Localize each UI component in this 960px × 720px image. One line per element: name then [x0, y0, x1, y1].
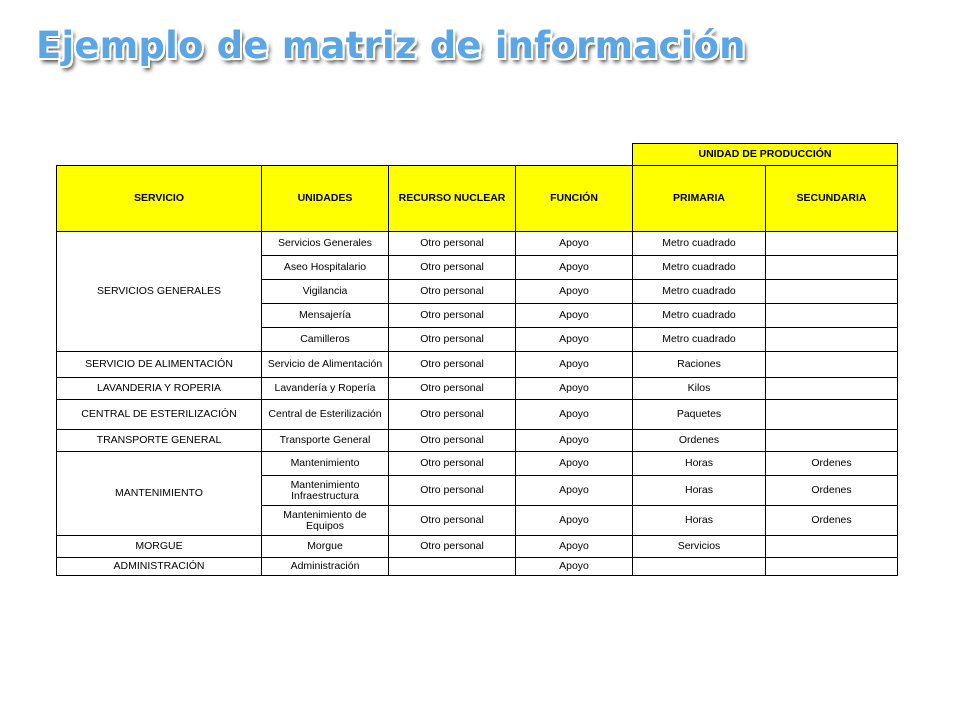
unidad-cell: Mantenimiento de Equipos — [262, 506, 389, 536]
header-primaria: PRIMARIA — [633, 166, 766, 232]
primaria-cell: Metro cuadrado — [633, 280, 766, 304]
header-funcion: FUNCIÓN — [516, 166, 633, 232]
unidad-cell: Vigilancia — [262, 280, 389, 304]
recurso-cell: Otro personal — [389, 506, 516, 536]
secundaria-cell — [766, 232, 898, 256]
unidad-cell: Mensajería — [262, 304, 389, 328]
primaria-cell: Raciones — [633, 352, 766, 378]
funcion-cell: Apoyo — [516, 328, 633, 352]
unidad-cell: Servicio de Alimentación — [262, 352, 389, 378]
unidad-cell: Morgue — [262, 536, 389, 558]
secundaria-cell — [766, 280, 898, 304]
recurso-cell: Otro personal — [389, 304, 516, 328]
servicio-cell: TRANSPORTE GENERAL — [57, 430, 262, 452]
primaria-cell: Ordenes — [633, 430, 766, 452]
servicio-cell: MANTENIMIENTO — [57, 452, 262, 536]
funcion-cell: Apoyo — [516, 304, 633, 328]
header-secundaria: SECUNDARIA — [766, 166, 898, 232]
table-row — [57, 352, 898, 378]
matrix-body — [57, 144, 898, 576]
secundaria-cell — [766, 328, 898, 352]
primaria-cell: Servicios — [633, 536, 766, 558]
recurso-cell: Otro personal — [389, 232, 516, 256]
servicio-cell: MORGUE — [57, 536, 262, 558]
servicio-cell: SERVICIO DE ALIMENTACIÓN — [57, 352, 262, 378]
unidad-cell: Transporte General — [262, 430, 389, 452]
primaria-cell: Kilos — [633, 378, 766, 400]
secundaria-cell — [766, 430, 898, 452]
recurso-cell — [389, 558, 516, 576]
primaria-cell: Metro cuadrado — [633, 256, 766, 280]
recurso-cell: Otro personal — [389, 280, 516, 304]
funcion-cell: Apoyo — [516, 476, 633, 506]
secundaria-cell — [766, 304, 898, 328]
table-row — [57, 400, 898, 430]
primaria-cell: Paquetes — [633, 400, 766, 430]
secundaria-cell: Ordenes — [766, 452, 898, 476]
funcion-cell: Apoyo — [516, 352, 633, 378]
funcion-cell: Apoyo — [516, 452, 633, 476]
unidad-cell: Servicios Generales — [262, 232, 389, 256]
recurso-cell: Otro personal — [389, 476, 516, 506]
unidad-cell: Central de Esterilización — [262, 400, 389, 430]
primaria-cell: Metro cuadrado — [633, 232, 766, 256]
recurso-cell: Otro personal — [389, 328, 516, 352]
header-row-group — [57, 144, 898, 166]
table-row — [57, 536, 898, 558]
header-recurso-nuclear: RECURSO NUCLEAR — [389, 166, 516, 232]
header-servicio: SERVICIO — [57, 166, 262, 232]
information-matrix-table — [56, 143, 898, 576]
recurso-cell: Otro personal — [389, 378, 516, 400]
funcion-cell: Apoyo — [516, 280, 633, 304]
funcion-cell: Apoyo — [516, 430, 633, 452]
header-row — [57, 166, 898, 232]
funcion-cell: Apoyo — [516, 558, 633, 576]
header-spacer — [57, 144, 633, 166]
primaria-cell: Horas — [633, 506, 766, 536]
slide-title: Ejemplo de matriz de información — [36, 24, 746, 67]
table-row — [57, 558, 898, 576]
funcion-cell: Apoyo — [516, 536, 633, 558]
recurso-cell: Otro personal — [389, 352, 516, 378]
recurso-cell: Otro personal — [389, 430, 516, 452]
table-row — [57, 378, 898, 400]
recurso-cell: Otro personal — [389, 536, 516, 558]
unidad-cell: Camilleros — [262, 328, 389, 352]
table-row — [57, 452, 898, 476]
secundaria-cell — [766, 256, 898, 280]
recurso-cell: Otro personal — [389, 452, 516, 476]
header-unidad-produccion: UNIDAD DE PRODUCCIÓN — [633, 144, 898, 166]
unidad-cell: Administración — [262, 558, 389, 576]
primaria-cell — [633, 558, 766, 576]
table-row — [57, 232, 898, 256]
primaria-cell: Metro cuadrado — [633, 304, 766, 328]
recurso-cell: Otro personal — [389, 256, 516, 280]
servicio-cell: ADMINISTRACIÓN — [57, 558, 262, 576]
secundaria-cell — [766, 536, 898, 558]
unidad-cell: Mantenimiento Infraestructura — [262, 476, 389, 506]
funcion-cell: Apoyo — [516, 378, 633, 400]
funcion-cell: Apoyo — [516, 256, 633, 280]
servicio-cell: CENTRAL DE ESTERILIZACIÓN — [57, 400, 262, 430]
primaria-cell: Horas — [633, 452, 766, 476]
primaria-cell: Metro cuadrado — [633, 328, 766, 352]
secundaria-cell — [766, 400, 898, 430]
secundaria-cell: Ordenes — [766, 476, 898, 506]
primaria-cell: Horas — [633, 476, 766, 506]
funcion-cell: Apoyo — [516, 506, 633, 536]
unidad-cell: Mantenimiento — [262, 452, 389, 476]
secundaria-cell: Ordenes — [766, 506, 898, 536]
funcion-cell: Apoyo — [516, 232, 633, 256]
servicio-cell: LAVANDERIA Y ROPERIA — [57, 378, 262, 400]
secundaria-cell — [766, 378, 898, 400]
secundaria-cell — [766, 558, 898, 576]
table-row — [57, 430, 898, 452]
recurso-cell: Otro personal — [389, 400, 516, 430]
secundaria-cell — [766, 352, 898, 378]
funcion-cell: Apoyo — [516, 400, 633, 430]
servicio-cell: SERVICIOS GENERALES — [57, 232, 262, 352]
unidad-cell: Lavandería y Ropería — [262, 378, 389, 400]
unidad-cell: Aseo Hospitalario — [262, 256, 389, 280]
header-unidades: UNIDADES — [262, 166, 389, 232]
